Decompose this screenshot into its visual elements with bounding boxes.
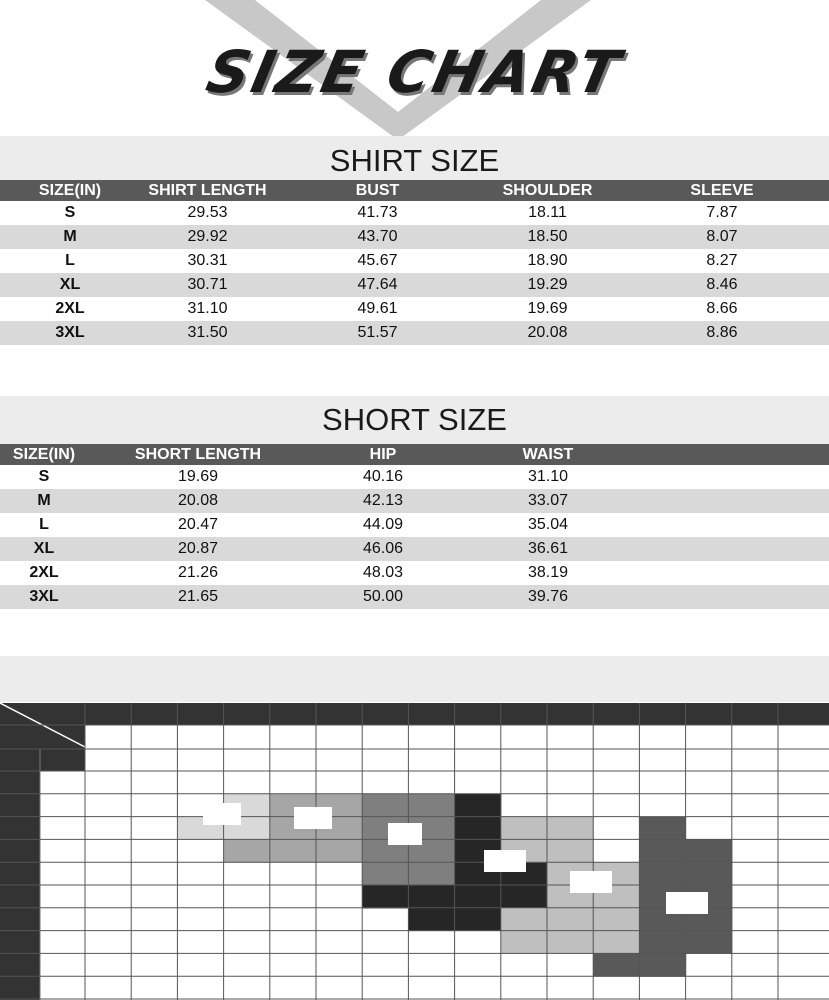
measurement-cell: 49.61 [357,300,398,317]
size-fill-cell [639,931,686,954]
size-fill-cell [547,931,594,954]
measurement-cell: 8.66 [706,300,738,317]
measurement-cell: 31.50 [140,321,275,345]
short-size-title: SHORT SIZE [0,396,829,444]
measurement-cell: 19.69 [177,468,219,485]
measurement-cell: 47.64 [275,273,480,297]
lb-header-row [0,703,829,725]
measurement-cell: 29.53 [187,204,228,221]
size-label: 2XL [29,564,59,581]
measurement-cell: 20.87 [88,537,308,561]
measurement-cell: 18.50 [480,225,615,249]
size-fill-cell [593,931,640,954]
measurement-cell: 18.90 [527,252,568,269]
measurement-cell: 48.03 [362,564,404,581]
size-fill-cell [593,953,640,976]
measurement-cell: 40.16 [362,468,404,485]
size-label-box [570,871,612,893]
col-header: SHIRT LENGTH [140,180,275,201]
size-fill-cell [501,817,548,840]
size-fill-cell [686,839,733,862]
col-header: SIZE(IN) [0,180,140,201]
size-fill-cell [547,908,594,931]
measurement-cell: 42.13 [308,489,458,513]
measurement-cell: 8.46 [615,273,829,297]
measurement-cell: 31.10 [187,300,228,317]
measurement-cell: 38.19 [527,564,569,581]
size-fill-cell [270,839,317,862]
size-fill-cell [455,908,502,931]
size-label-box [388,823,422,845]
size-label: 3XL [0,321,140,345]
size-fill-cell [547,817,594,840]
measurement-cell: 44.09 [362,516,404,533]
col-header: SIZE(IN) [0,444,88,465]
size-fill-cell [639,953,686,976]
shirt-size-title: SHIRT SIZE [0,136,829,180]
measurement-cell: 30.71 [140,273,275,297]
measurement-cell: 51.57 [275,321,480,345]
size-fill-cell [362,794,409,817]
size-fill-cell [593,908,640,931]
size-fill-cell [408,885,455,908]
measurement-cell: 45.67 [357,252,398,269]
measurement-cell: 43.70 [275,225,480,249]
size-fill-cell [224,839,271,862]
size-fill-cell [639,862,686,885]
size-label: 2XL [55,300,85,317]
size-label: S [38,468,50,485]
size-label-box [294,807,332,829]
size-label: M [0,489,88,513]
measurement-cell: 29.92 [140,225,275,249]
measurement-cell: 19.29 [480,273,615,297]
measurement-cell: 21.65 [88,585,308,609]
measurement-cell: 39.76 [458,585,638,609]
page-title: SIZE CHART [200,38,629,106]
size-fill-cell [686,931,733,954]
measurement-cell: 30.31 [187,252,228,269]
size-fill-cell [408,794,455,817]
col-header: WAIST [458,444,638,465]
size-label: XL [0,537,88,561]
size-label: L [65,252,75,269]
size-fill-cell [501,931,548,954]
size-fill-cell [501,908,548,931]
measurement-cell: 50.00 [308,585,458,609]
size-fill-cell [408,908,455,931]
measurement-cell: 20.47 [177,516,219,533]
col-header: SHOULDER [480,180,615,201]
size-label: 3XL [0,585,88,609]
measurement-cell: 35.04 [527,516,569,533]
measurement-cell: 8.27 [706,252,738,269]
measurement-cell: 20.08 [88,489,308,513]
size-label-box [203,803,241,825]
size-label: XL [0,273,140,297]
size-fill-cell [455,794,502,817]
size-fill-cell [639,839,686,862]
measurement-cell: 20.08 [480,321,615,345]
size-fill-cell [316,839,363,862]
measurement-cell: 41.73 [357,204,398,221]
col-header: SHORT LENGTH [88,444,308,465]
size-label: M [0,225,140,249]
col-header: HIP [308,444,458,465]
measurement-cell: 8.07 [615,225,829,249]
size-fill-cell [686,862,733,885]
measurement-cell: 33.07 [458,489,638,513]
size-label-box [484,850,526,872]
size-fill-cell [362,885,409,908]
measurement-cell: 21.26 [177,564,219,581]
measurement-cell: 18.11 [528,204,567,221]
size-fill-cell [639,817,686,840]
size-label: L [39,516,49,533]
measurement-cell: 7.87 [706,204,738,221]
measurement-cell: 8.86 [615,321,829,345]
size-fill-cell [362,862,409,885]
size-fill-cell [501,885,548,908]
size-fill-cell [455,817,502,840]
measurement-cell: 19.69 [527,300,568,317]
size-label-box [666,892,708,914]
measurement-cell: 36.61 [458,537,638,561]
size-label: S [64,204,76,221]
col-header: SLEEVE [615,180,829,201]
col-header: BUST [275,180,480,201]
size-fill-cell [547,839,594,862]
size-fill-cell [408,862,455,885]
measurement-cell: 46.06 [308,537,458,561]
measurement-cell: 31.10 [527,468,569,485]
size-fill-cell [455,885,502,908]
ft-column [0,749,40,1000]
